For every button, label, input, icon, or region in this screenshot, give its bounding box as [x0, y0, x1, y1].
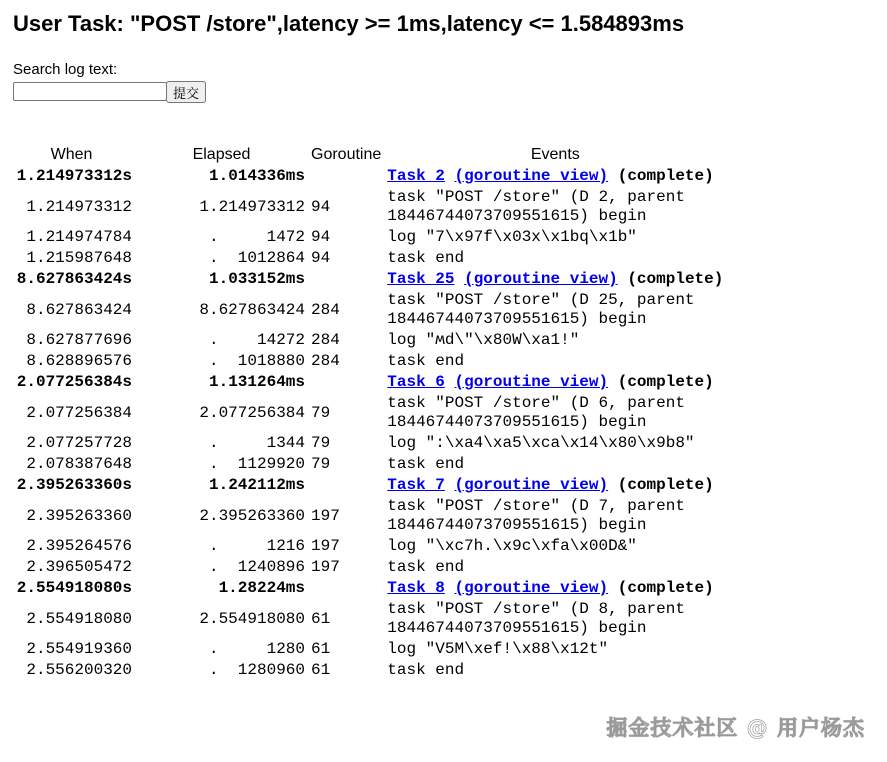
event-text: log "\xc7h.\x9c\xfa\x00D&"	[387, 537, 637, 555]
goroutine-view-link[interactable]: (goroutine view)	[454, 167, 609, 185]
event-row	[8, 290, 726, 330]
task-status: (complete)	[617, 476, 714, 494]
event-text: task end	[387, 352, 465, 370]
task-goroutine	[308, 578, 384, 599]
event-goroutine: 79	[311, 403, 331, 422]
event-text: task end	[387, 249, 465, 267]
task-row	[8, 269, 726, 290]
event-elapsed: . 1012864	[208, 249, 305, 267]
event-elapsed: 2.395263360	[199, 506, 305, 525]
task-elapsed: 1.131264ms	[208, 373, 305, 391]
event-text: task end	[387, 558, 465, 576]
task-when: 2.554918080s	[16, 579, 132, 597]
search-label: Search log text:	[13, 61, 118, 78]
event-when: 1.214973312	[26, 197, 132, 216]
task-link[interactable]: Task 2	[387, 167, 445, 185]
task-when: 2.077256384s	[16, 373, 132, 391]
event-when: 2.395263360	[26, 506, 132, 525]
task-events-cell	[384, 475, 726, 496]
task-goroutine	[308, 269, 384, 290]
task-when: 2.395263360s	[16, 476, 132, 494]
event-when: 8.627863424	[26, 300, 132, 319]
submit-button[interactable]: 提交	[166, 81, 206, 103]
event-row	[8, 496, 726, 536]
watermark: 掘金技术社区 @ 用户杨杰	[606, 716, 865, 740]
header-when: When	[50, 146, 93, 163]
event-elapsed: . 1018880	[208, 352, 305, 370]
task-link[interactable]: Task 8	[387, 579, 445, 597]
event-goroutine: 94	[311, 197, 331, 216]
event-when: 2.556200320	[26, 661, 132, 679]
goroutine-view-link[interactable]: (goroutine view)	[464, 270, 618, 288]
event-row	[8, 536, 726, 557]
search-input[interactable]	[13, 82, 167, 101]
event-elapsed: . 1280960	[208, 661, 305, 679]
event-goroutine: 284	[311, 331, 340, 349]
task-row	[8, 166, 726, 187]
event-text: task "POST /store" (D 25, parent 18446744073709551615) begin	[387, 291, 695, 328]
task-link[interactable]: Task 25	[387, 270, 455, 288]
task-row	[8, 372, 726, 393]
task-status: (complete)	[627, 270, 724, 288]
task-events-cell	[384, 578, 726, 599]
event-elapsed: . 1280	[208, 640, 305, 658]
event-row	[8, 393, 726, 433]
task-row	[8, 475, 726, 496]
event-when: 2.077256384	[26, 403, 132, 422]
task-goroutine	[308, 372, 384, 393]
goroutine-view-link[interactable]: (goroutine view)	[454, 579, 609, 597]
event-row	[8, 557, 726, 578]
event-row	[8, 351, 726, 372]
event-text: task end	[387, 455, 465, 473]
task-status: (complete)	[617, 373, 714, 391]
event-text: task "POST /store" (D 6, parent 18446744073709551615) begin	[387, 394, 685, 431]
event-goroutine: 61	[311, 661, 331, 679]
event-elapsed: 1.214973312	[199, 197, 305, 216]
task-goroutine	[308, 166, 384, 187]
event-elapsed: . 1216	[208, 537, 305, 555]
event-when: 2.554918080	[26, 609, 132, 628]
event-goroutine: 94	[311, 249, 331, 267]
event-row	[8, 454, 726, 475]
table-header-row	[8, 143, 726, 166]
event-row	[8, 599, 726, 639]
event-row	[8, 187, 726, 227]
event-goroutine: 197	[311, 558, 340, 576]
event-when: 1.214974784	[26, 228, 132, 246]
event-text: task "POST /store" (D 8, parent 18446744073709551615) begin	[387, 600, 685, 637]
header-elapsed: Elapsed	[192, 146, 251, 163]
event-goroutine: 61	[311, 609, 331, 628]
task-link[interactable]: Task 6	[387, 373, 445, 391]
event-elapsed: . 1472	[208, 228, 305, 246]
task-events-cell	[384, 269, 726, 290]
task-events-cell	[384, 166, 726, 187]
event-text: log ":\xa4\xa5\xca\x14\x80\x9b8"	[387, 434, 695, 452]
task-elapsed: 1.242112ms	[208, 476, 305, 494]
event-elapsed: . 1240896	[208, 558, 305, 576]
event-row	[8, 639, 726, 660]
task-events-cell	[384, 372, 726, 393]
event-text: task "POST /store" (D 2, parent 18446744073709551615) begin	[387, 188, 685, 225]
event-text: log "V5M\xef!\x88\x12t"	[387, 640, 609, 658]
event-goroutine: 197	[311, 537, 340, 555]
event-goroutine: 79	[311, 434, 331, 452]
task-elapsed: 1.014336ms	[208, 167, 305, 185]
event-goroutine: 284	[311, 352, 340, 370]
event-goroutine: 284	[311, 300, 340, 319]
task-elapsed: 1.033152ms	[208, 270, 305, 288]
event-elapsed: 2.554918080	[199, 609, 305, 628]
event-when: 8.627877696	[26, 331, 132, 349]
goroutine-view-link[interactable]: (goroutine view)	[454, 373, 609, 391]
task-when: 1.214973312s	[16, 167, 132, 185]
event-text: log "7\x97f\x03x\x1bq\x1b"	[387, 228, 637, 246]
event-when: 2.078387648	[26, 455, 132, 473]
event-goroutine: 197	[311, 506, 340, 525]
event-goroutine: 94	[311, 228, 331, 246]
event-goroutine: 79	[311, 455, 331, 473]
task-status: (complete)	[617, 167, 714, 185]
event-when: 2.554919360	[26, 640, 132, 658]
task-link[interactable]: Task 7	[387, 476, 445, 494]
event-when: 2.396505472	[26, 558, 132, 576]
task-when: 8.627863424s	[16, 270, 132, 288]
table-body	[8, 166, 726, 681]
task-goroutine	[308, 475, 384, 496]
header-events: Events	[530, 146, 580, 163]
event-elapsed: . 14272	[208, 331, 305, 349]
event-text: log "ʍd\"\x80W\xa1!"	[387, 331, 580, 349]
task-row	[8, 578, 726, 599]
event-when: 8.628896576	[26, 352, 132, 370]
event-row	[8, 660, 726, 681]
event-row	[8, 433, 726, 454]
event-goroutine: 61	[311, 640, 331, 658]
event-elapsed: 8.627863424	[199, 300, 305, 319]
event-elapsed: . 1344	[208, 434, 305, 452]
task-status: (complete)	[617, 579, 714, 597]
event-when: 2.077257728	[26, 434, 132, 452]
event-elapsed: 2.077256384	[199, 403, 305, 422]
task-elapsed: 1.28224ms	[218, 579, 305, 597]
event-elapsed: . 1129920	[208, 455, 305, 473]
event-text: task end	[387, 661, 465, 679]
page-title: User Task: "POST /store",latency >= 1ms,latency <= 1.584893ms	[13, 11, 685, 36]
event-when: 2.395264576	[26, 537, 132, 555]
event-text: task "POST /store" (D 7, parent 18446744073709551615) begin	[387, 497, 685, 534]
event-when: 1.215987648	[26, 249, 132, 267]
goroutine-view-link[interactable]: (goroutine view)	[454, 476, 609, 494]
event-row	[8, 227, 726, 248]
header-goroutine: Goroutine	[311, 146, 382, 163]
event-row	[8, 330, 726, 351]
task-table	[8, 143, 726, 681]
event-row	[8, 248, 726, 269]
